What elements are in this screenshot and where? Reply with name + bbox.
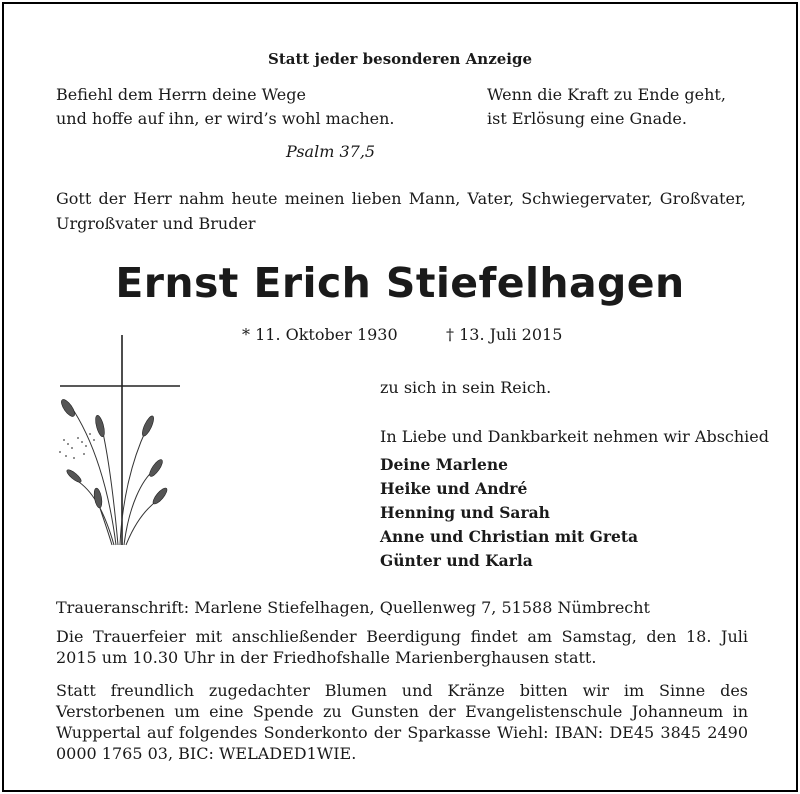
- verse-right-line: Wenn die Kraft zu Ende geht,: [487, 85, 726, 104]
- address-text: Traueranschrift: Marlene Stiefelhagen, Quellenweg 7, 51588 Nümbrecht: [56, 598, 650, 617]
- verse-left: [56, 83, 395, 131]
- mourner-name: Anne und Christian mit Greta: [380, 527, 639, 546]
- reich-text: zu sich in sein Reich.: [380, 378, 552, 397]
- mourner-name: Henning und Sarah: [380, 503, 550, 522]
- verse-left-line: und hoffe auf ihn, er wird’s wohl machen.: [56, 109, 395, 128]
- donation-text: Statt freundlich zugedachter Blumen und Kränze bitten wir im Sinne des Verstorbenen um eine Spende zu Gunsten der Evangelistenschule Johanneum in Wuppertal auf folgendes Sonderkonto der Sparkasse Wiehl: IBAN: DE45 3845 2490 0000 1765 03, BIC: WELADED1WIE.: [56, 681, 748, 763]
- mourner-name: Günter und Karla: [380, 551, 533, 570]
- mourner-name: Deine Marlene: [380, 455, 508, 474]
- cross-wheat-icon: [54, 330, 184, 550]
- psalm-reference: Psalm 37,5: [286, 142, 376, 161]
- verse-left-line: Befiehl dem Herrn deine Wege: [56, 85, 306, 104]
- mourner-name: Heike und André: [380, 479, 528, 498]
- farewell-text: In Liebe und Dankbarkeit nehmen wir Abschied: [380, 427, 770, 446]
- intro-text: Gott der Herr nahm heute meinen lieben Mann, Vater, Schwiegervater, Großvater, Urgroßvater und Bruder: [56, 189, 746, 233]
- notice-header: Statt jeder besonderen Anzeige: [267, 50, 533, 68]
- birth-date: * 11. Oktober 1930: [242, 325, 398, 344]
- verse-right: [487, 83, 726, 131]
- deceased-name: Ernst Erich Stiefelhagen: [115, 259, 685, 307]
- verse-right-line: ist Erlösung eine Gnade.: [487, 109, 687, 128]
- death-date: † 13. Juli 2015: [446, 325, 563, 344]
- funeral-text: Die Trauerfeier mit anschließender Beerdigung findet am Samstag, den 18. Juli 2015 um 10.30 Uhr in der Friedhofshalle Marienberghausen statt.: [56, 627, 748, 667]
- mourners-list: [380, 453, 638, 573]
